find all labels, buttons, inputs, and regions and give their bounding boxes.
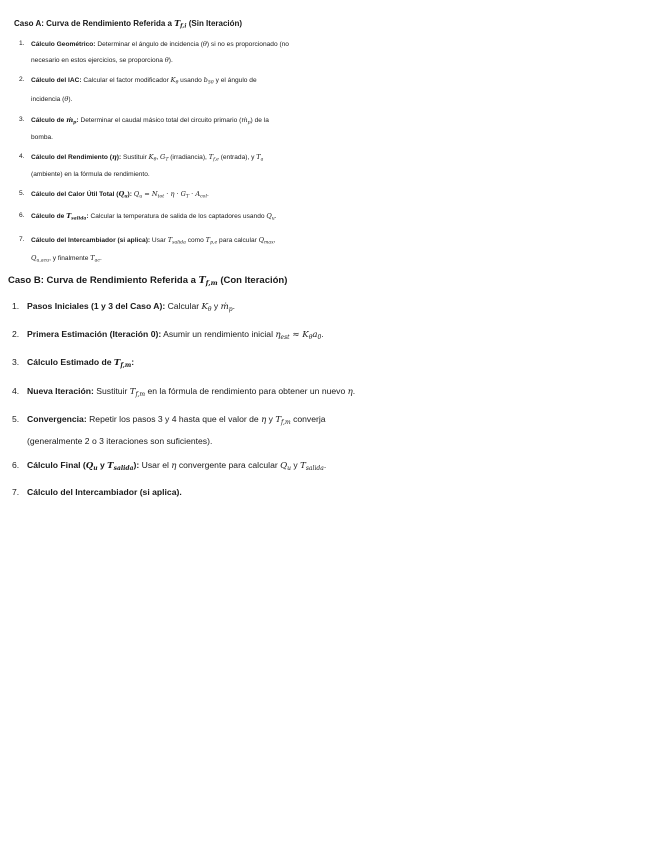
case-a-heading: Caso A: Curva de Rendimiento Referida a $T_{f,i}$ (Sin Iteración)	[14, 18, 243, 30]
document-page: Caso A: Curva de Rendimiento Referida a $T_{f,i}$ (Sin Iteración) 1. Cálculo Geométrico: Determinar el ángulo de incidencia (θ) si no es proporcionado (no necesario en estos ejercicios, se proporciona θ). 2. Cálculo del IAC: Calcular el factor modificador $K_\theta$ usando $b_{50}$ y el ángulo de incidencia (θ). 3. Cálculo de ṁ$_p$: Determinar el caudal másico total del circuito primario (ṁ$_p$) de la bomba. 4. Cálculo del Rendimiento (η): Sustituir $K_\theta$, $G_T$ (irradiancia), $T_{f,e}$ (entrada), y $T_a$ (ambiente) en la fórmula de rendimiento. 5. Cálculo del Calor Útil Total $(Q_u)$: $Q_u = N_{tot} \cdot \eta \cdot G_T \cdot A_{col}$. 6. Cálculo de $T_{salida}$: Calcular la temperatura de salida de los captadores usando $Q_u$. 7. Cálculo del Intercambiador (si aplica): Usar $T_{salida}$ como $T_{p,e}$ para calcular $Q_{max}$, $Q_{u,acu}$, y finalmente $T_{ac}$. Caso B: Curva de Rendimiento Referida a $T_{f,m}$ (Con Iteración) 1. Pasos Iniciales (1 y 3 del Caso A): Calcular $K_\theta$ y ṁ$_p$. 2. Primera Estimación (Iteración 0): Asumir un rendimiento inicial $\eta_{est} \approx K_\theta a_0$. 3. Cálculo Estimado de $T_{f,m}$: 4. Nueva Iteración: Sustituir $T_{f,m}$ en la fórmula de rendimiento para obtener un nuevo η. 5. Convergencia: Repetir los pasos 3 y 4 hasta que el valor de η y $T_{f,m}$ converja (generalmente 2 o 3 iteraciones son suficientes). 6. Cálculo Final ($Q_u$ y $T_{salida}$): Usar el η convergente para calcular $Q_u$ y $T_{salida}$. 7. Cálculo del Intercambiador (si aplica).	[8, 18, 356, 497]
case-b-heading: Caso B: Curva de Rendimiento Referida a $T_{f,m}$ (Con Iteración)	[8, 275, 288, 287]
